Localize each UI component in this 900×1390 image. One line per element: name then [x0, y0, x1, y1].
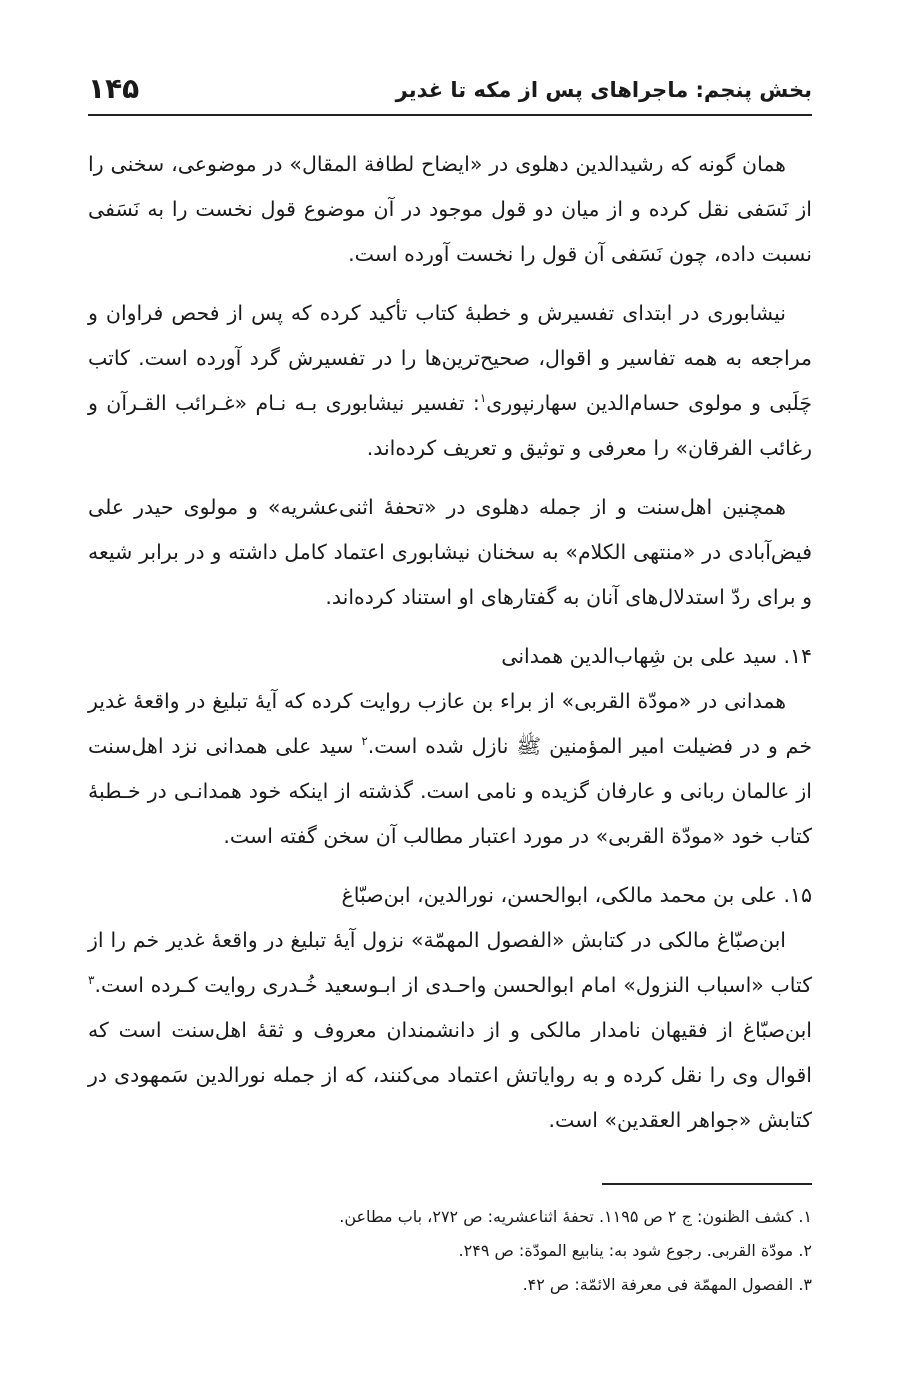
paragraph: همان گونه که رشیدالدین دهلوی در «ایضاح لطافة المقال» در موضوعی، سخنی را از نَسَفی نقل کرده و از میان دو قول موجود در آن موضوع قول نخست را به نَسَفی نسبت داده، چون نَسَفی آن قول را نخست آورده است.: [88, 152, 812, 266]
footnote-reference[interactable]: ۲: [361, 734, 368, 749]
footnote-reference[interactable]: ۱: [479, 391, 487, 406]
paragraph-text: سید علی همدانی نزد اهل‌سنت از عالمان ربانی و عارفان گزیده و نامی است. گذشته از اینکه خود همدانـی در خـطبهٔ کتاب خود «مودّة القربی» در مورد اعتبار مطالب آن سخن گفته است.: [88, 734, 812, 848]
running-header: [88, 68, 812, 116]
paragraph-text: ابن‌صبّاغ مالکی در کتابش «الفصول المهمّة» نزول آیهٔ تبلیغ در واقعهٔ غدیر خم را از کتاب «اسباب النزول» امام ابوالحسن واحـدی از ابـوسعید خُـدری روایت کـرده است.: [88, 928, 812, 997]
footnote-reference[interactable]: ۳: [88, 973, 95, 988]
paragraph-text: : تفسیر نیشابوری بـه نـام «غـرائب القـرآن و رغائب الفرقان» را معرفی و توثیق و تعریف کرده‌اند.: [88, 391, 812, 460]
paragraph: [88, 679, 812, 859]
footnote: ۲. مودّة القربی. رجوع شود به: ینابیع المودّة: ص ۲۴۹.: [458, 1241, 812, 1260]
section-heading: ۱۵. علی بن محمد مالکی، ابوالحسن، نورالدین، ابن‌صبّاغ: [341, 883, 812, 907]
footnotes: [88, 1200, 812, 1302]
paragraph: [88, 291, 812, 471]
footnote: ۱. کشف الظنون: ج ۲ ص ۱۱۹۵. تحفهٔ اثناعشریه: ص ۲۷۲، باب مطاعن.: [339, 1207, 812, 1226]
paragraph-text: نیشابوری در ابتدای تفسیرش و خطبهٔ کتاب تأکید کرده که پس از فحص فراوان و مراجعه به همه تفاسیر و اقوال، صحیح‌ترین‌ها را در تفسیرش گرد آورده است. کاتب چَلَبی و مولوی حسام‌الدین سهارنپوری: [88, 301, 812, 415]
page-number: ۱۴۵: [88, 72, 140, 105]
footnote: ۳. الفصول المهمّة فی معرفة الائمّة: ص ۴۲.: [522, 1275, 812, 1294]
main-text: [88, 142, 812, 1157]
chapter-title: بخش پنجم: ماجراهای پس از مکه تا غدیر: [395, 78, 812, 102]
paragraph: [88, 918, 812, 1143]
section-heading: ۱۴. سید علی بن شِهاب‌الدین همدانی: [501, 644, 812, 668]
paragraph-text: ابن‌صبّاغ از فقیهان نامدار مالکی و از دانشمندان معروف و ثقهٔ اهل‌سنت است که اقوال وی را نقل کرده و به روایاتش اعتماد می‌کنند، که از جمله نورالدین سَمهودی در کتابش «جواهر العقدین» است.: [88, 1018, 812, 1132]
paragraph: همچنین اهل‌سنت و از جمله دهلوی در «تحفهٔ اثنی‌عشریه» و مولوی حیدر علی فیض‌آبادی در «منتهی الکلام» به سخنان نیشابوری اعتماد کامل داشته و در برابر شیعه و برای ردّ استدلال‌های آنان به گفتارهای او استناد کرده‌اند.: [88, 495, 812, 609]
footnote-divider: [602, 1183, 812, 1185]
paragraph-text: همدانی در «مودّة القربی» از براء بن عازب روایت کرده که آیهٔ تبلیغ در واقعهٔ غدیر خم و در فضیلت امیر المؤمنین ﷺ نازل شده است.: [88, 689, 813, 758]
